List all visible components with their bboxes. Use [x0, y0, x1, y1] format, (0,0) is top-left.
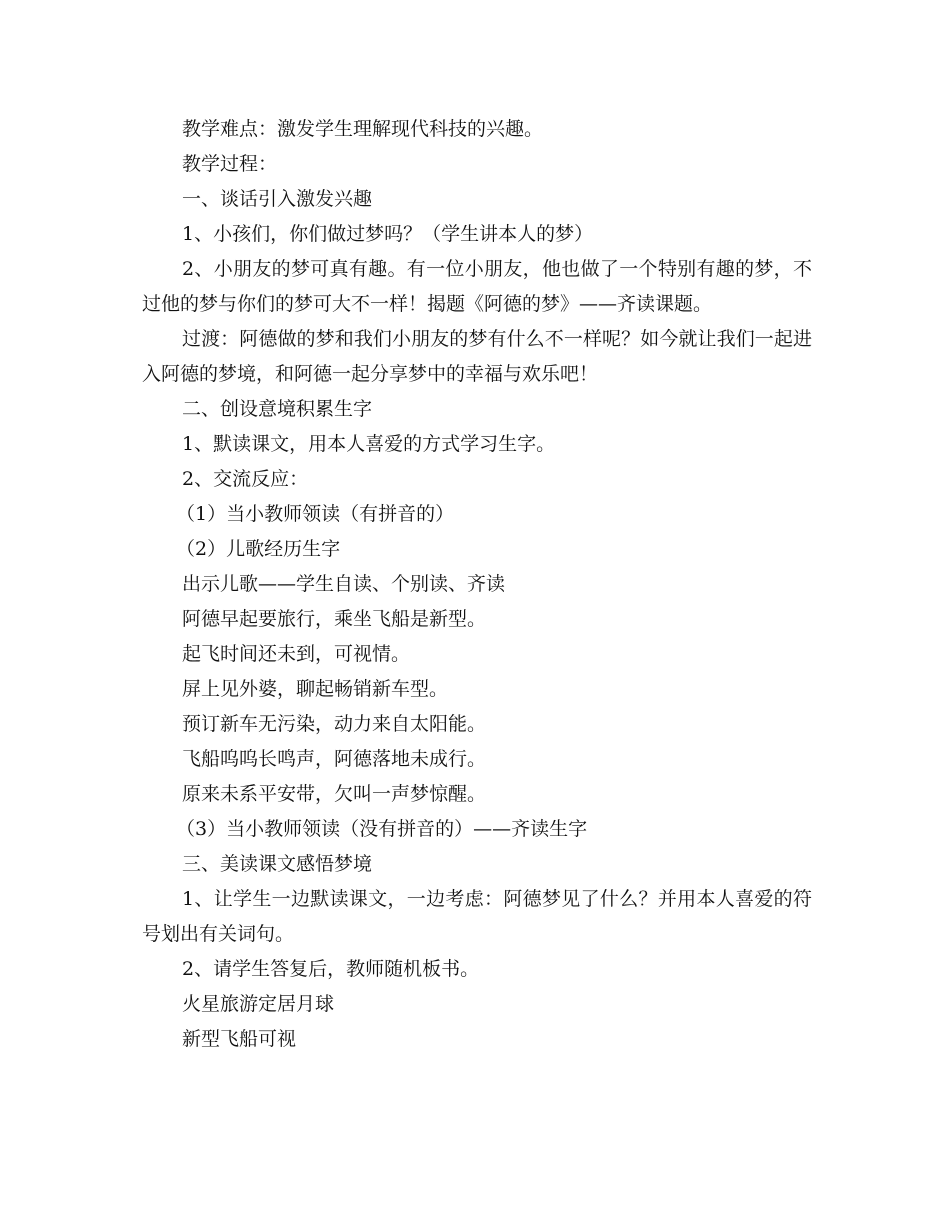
- paragraph: 过渡：阿德做的梦和我们小朋友的梦有什么不一样呢？如今就让我们一起进入阿德的梦境，和阿德一起分享梦中的幸福与欢乐吧！: [142, 328, 812, 385]
- text-line: 2、交流反应：: [182, 468, 309, 490]
- text-line: （3）当小教师领读（没有拼音的）——齐读生字: [176, 818, 588, 840]
- section-heading: 三、美读课文感悟梦境: [182, 853, 373, 875]
- poem-line: 阿德早起要旅行，乘坐飞船是新型。: [182, 608, 487, 630]
- paragraph: 1、让学生一边默读课文，一边考虑：阿德梦见了什么？并用本人喜爱的符号划出有关词句。: [142, 888, 812, 945]
- text-line: 1、默读课文，用本人喜爱的方式学习生字。: [182, 433, 556, 455]
- section-heading: 一、谈话引入激发兴趣: [182, 188, 373, 210]
- document-body: [142, 112, 812, 1057]
- text-line: 1、小孩们，你们做过梦吗？（学生讲本人的梦）: [182, 223, 594, 245]
- poem-line: 原来未系平安带，欠叫一声梦惊醒。: [182, 783, 487, 805]
- poem-line: 飞船呜呜长鸣声，阿德落地未成行。: [182, 748, 487, 770]
- text-line: 教学过程：: [182, 153, 278, 175]
- poem-line: 预订新车无污染，动力来自太阳能。: [182, 713, 487, 735]
- section-heading: 二、创设意境积累生字: [182, 398, 373, 420]
- text-line: （1）当小教师领读（有拼音的）: [176, 503, 455, 525]
- board-line: 新型飞船可视: [182, 1028, 297, 1050]
- board-line: 火星旅游定居月球: [182, 993, 335, 1015]
- text-line: （2）儿歌经历生字: [176, 538, 341, 560]
- paragraph: 2、小朋友的梦可真有趣。有一位小朋友，他也做了一个特别有趣的梦，不过他的梦与你们的梦可大不一样！揭题《阿德的梦》——齐读课题。: [142, 258, 812, 315]
- poem-line: 起飞时间还未到，可视情。: [182, 643, 411, 665]
- text-line: 出示儿歌——学生自读、个别读、齐读: [182, 573, 506, 595]
- text-line: 2、请学生答复后，教师随机板书。: [182, 958, 480, 980]
- poem-line: 屏上见外婆，聊起畅销新车型。: [182, 678, 449, 700]
- text-line: 教学难点：激发学生理解现代科技的兴趣。: [182, 118, 544, 140]
